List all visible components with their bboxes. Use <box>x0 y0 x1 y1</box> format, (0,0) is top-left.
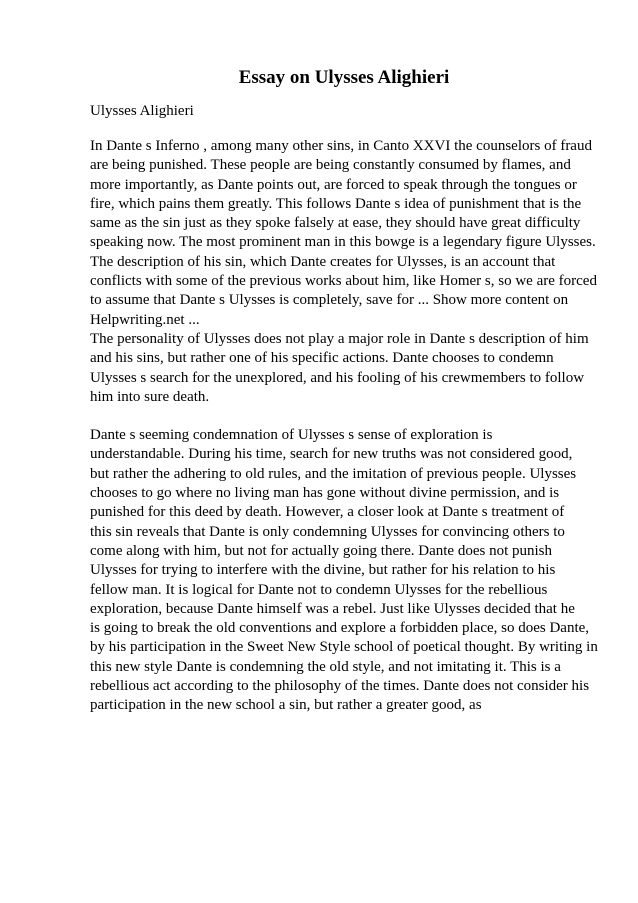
text-line: Ulysses for trying to interfere with the divine, but rather for his relation to his <box>90 562 556 579</box>
text-line: conflicts with some of the previous works about him, like Homer s, so we are forced <box>90 273 597 290</box>
text-line: fire, which pains them greatly. This follows Dante s idea of punishment that is the <box>90 195 582 212</box>
text-line: and his sins, but rather one of his specific actions. Dante chooses to condemn <box>90 350 554 367</box>
text-line: punished for this deed by death. However, a closer look at Dante s treatment of <box>90 504 565 521</box>
text-line: him into sure death. <box>90 388 210 405</box>
text-line: this sin reveals that Dante is only condemning Ulysses for convincing others to <box>90 523 565 540</box>
text-line: Helpwriting.net ... <box>90 311 200 328</box>
text-line: Ulysses s search for the unexplored, and his fooling of his crewmembers to follow <box>90 369 585 386</box>
text-line: is going to break the old conventions and explore a forbidden place, so does Dante, <box>90 620 590 637</box>
text-line: speaking now. The most prominent man in this bowge is a legendary figure Ulysses. <box>90 234 596 251</box>
text-line: The personality of Ulysses does not play a major role in Dante s description of him <box>90 330 589 347</box>
paragraph-spacer <box>90 407 590 426</box>
text-line: understandable. During his time, search for new truths was not considered good, <box>90 446 573 463</box>
text-line: but rather the adhering to old rules, and the imitation of previous people. Ulysses <box>90 465 577 482</box>
document-page <box>90 0 598 716</box>
text-line: same as the sin just as they spoke falsely at ease, they should have great difficulty <box>90 215 581 232</box>
text-line: to assume that Dante s Ulysses is completely, save for ... Show more content on <box>90 292 569 309</box>
paragraph-3 <box>90 426 598 715</box>
paragraph-1 <box>90 137 597 330</box>
document-title: Essay on Ulysses Alighieri <box>238 67 450 88</box>
text-line: participation in the new school a sin, but rather a greater good, as <box>90 697 482 714</box>
text-line: exploration, because Dante himself was a rebel. Just like Ulysses decided that he <box>90 600 575 617</box>
text-line: Dante s seeming condemnation of Ulysses s sense of exploration is <box>90 427 493 444</box>
text-line: this new style Dante is condemning the old style, and not imitating it. This is a <box>90 658 561 675</box>
text-line: are being punished. These people are being constantly consumed by flames, and <box>90 157 571 174</box>
author-line: Ulysses Alighieri <box>90 103 194 119</box>
text-line: more importantly, as Dante points out, are forced to speak through the tongues or <box>90 176 577 193</box>
text-line: chooses to go where no living man has gone without divine permission, and is <box>90 485 560 502</box>
text-line: fellow man. It is logical for Dante not to condemn Ulysses for the rebellious <box>90 581 548 598</box>
text-line: The description of his sin, which Dante creates for Ulysses, is an account that <box>90 253 556 270</box>
text-line: by his participation in the Sweet New Style school of poetical thought. By writing in <box>90 639 598 656</box>
text-line: come along with him, but not for actually going there. Dante does not punish <box>90 542 552 559</box>
paragraph-2 <box>90 330 590 407</box>
text-line: In Dante s Inferno , among many other sins, in Canto XXVI the counselors of fraud <box>90 138 592 154</box>
text-line: rebellious act according to the philosophy of the times. Dante does not consider his <box>90 678 590 695</box>
